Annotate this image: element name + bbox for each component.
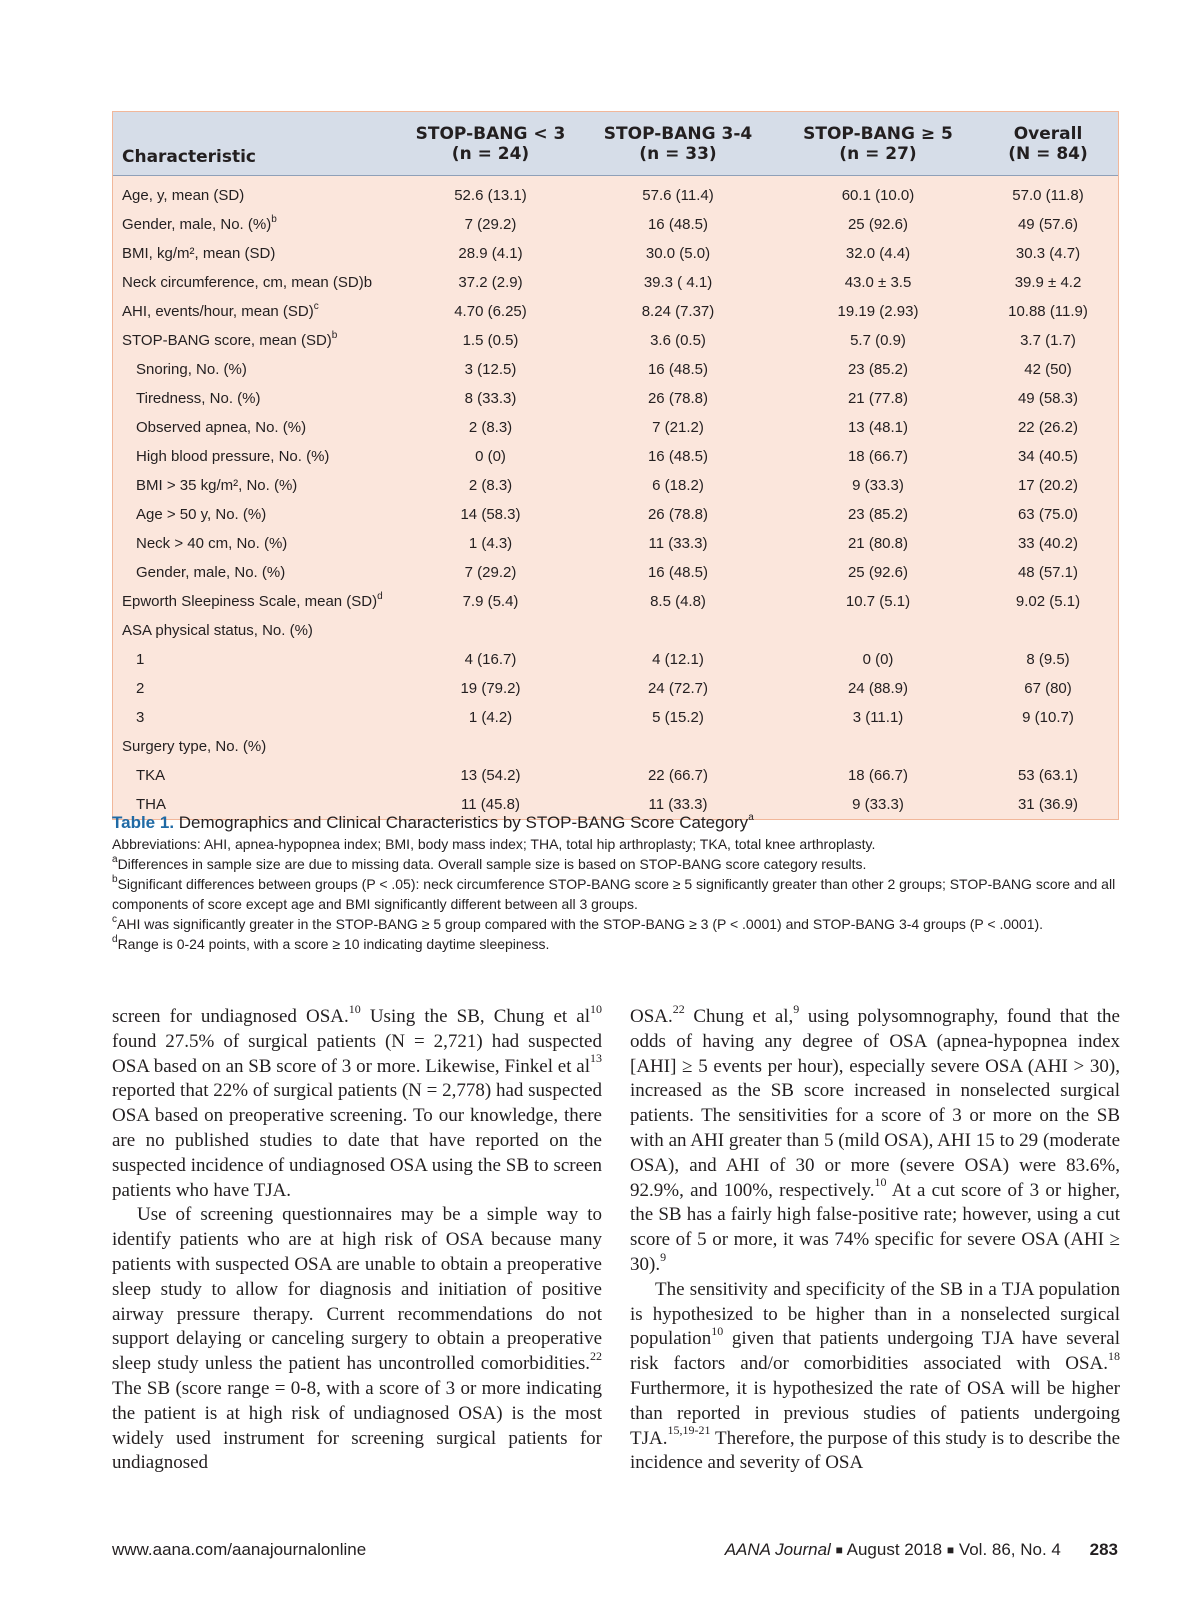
footer-bullet-2: ■: [946, 1543, 955, 1557]
table-cell: 7 (29.2): [464, 216, 517, 233]
table-cell: 24 (72.7): [647, 680, 709, 697]
footnote-mark: a: [112, 854, 118, 866]
table-cell: 34 (40.5): [1017, 448, 1079, 465]
table-cell: 23 (85.2): [847, 361, 909, 378]
row-label-text: Gender, male, No. (%): [136, 564, 286, 581]
table-cell: 3.7 (1.7): [1020, 332, 1076, 349]
row-label: [113, 471, 403, 500]
row-label: [113, 587, 403, 616]
table-cell: 4 (16.7): [464, 651, 517, 668]
caption-title: [112, 812, 1122, 834]
row-label: [113, 558, 403, 587]
body-paragraph: [630, 1001, 1120, 1278]
table-cell: 3.6 (0.5): [650, 332, 706, 349]
row-label: [113, 674, 403, 703]
table-cell: 32.0 (4.4): [845, 245, 911, 262]
body-text: OSA.: [630, 1006, 673, 1027]
column-header-line1: STOP-BANG 3-4: [603, 123, 753, 144]
body-text: The sensitivity and specificity of the SB in a TJA population is hypothesized to be higher than in a nonselected surgical population: [630, 1278, 1120, 1350]
row-label-text: Tiredness, No. (%): [136, 390, 261, 407]
table-cell: 9 (33.3): [852, 477, 904, 494]
footer-bullet-1: ■: [835, 1543, 843, 1557]
footnote-text: Range is 0-24 points, with a score ≥ 10 indicating daytime sleepiness.: [117, 936, 550, 952]
table-cell: 26 (78.8): [647, 390, 709, 407]
table-cell: 21 (77.8): [847, 390, 909, 407]
row-label-text: THA: [136, 796, 166, 813]
table-caption: [112, 812, 1122, 954]
row-label-text: Neck > 40 cm, No. (%): [136, 535, 288, 552]
footnote-mark: b: [271, 214, 277, 225]
citation-ref: 9: [660, 1249, 667, 1264]
table-cell: 67 (80): [1024, 680, 1072, 697]
footer-date: August 2018: [846, 1540, 943, 1559]
footer-journal-info: [725, 1540, 1118, 1560]
table-cell: 22 (26.2): [1017, 419, 1079, 436]
caption-title-text: Demographics and Clinical Characteristics by STOP-BANG Score Category: [178, 813, 749, 832]
table-cell: 16 (48.5): [647, 361, 709, 378]
row-label: [113, 355, 403, 384]
row-label-text: Gender, male, No. (%): [122, 216, 272, 233]
row-label-text: Epworth Sleepiness Scale, mean (SD): [122, 593, 378, 610]
table-cell: [403, 616, 578, 645]
table-cell: 10.7 (5.1): [845, 593, 911, 610]
row-label: [113, 176, 403, 211]
footer-journal-name: AANA Journal: [724, 1540, 831, 1559]
table-row: [113, 732, 1118, 761]
table-cell: 4 (12.1): [652, 651, 704, 668]
body-paragraph: [112, 1203, 602, 1476]
table-cell: 0 (0): [475, 448, 506, 465]
table-cell: 23 (85.2): [847, 506, 909, 523]
table-row: [113, 674, 1118, 703]
table-cell: [578, 616, 778, 645]
footnote-mark: d: [112, 934, 118, 946]
body-paragraph: [630, 1278, 1120, 1476]
table-cell: 4.70 (6.25): [454, 303, 527, 320]
column-header: [978, 112, 1118, 176]
table-cell: 39.9 ± 4.2: [1014, 274, 1082, 291]
table-cell: 37.2 (2.9): [458, 274, 523, 291]
table-cell: 8 (33.3): [464, 390, 517, 407]
row-label: [113, 529, 403, 558]
row-label: [113, 413, 403, 442]
body-text: Therefore, the purpose of this study is to describe the incidence and severity of OSA: [630, 1427, 1120, 1474]
body-text: screen for undiagnosed OSA.: [112, 1006, 349, 1027]
row-label-text: 3: [136, 709, 145, 726]
table-cell: 11 (45.8): [461, 796, 520, 813]
table-cell: 5 (15.2): [652, 709, 704, 726]
table-cell: 53 (63.1): [1017, 767, 1079, 784]
table-cell: 17 (20.2): [1017, 477, 1079, 494]
table-cell: 11 (33.3): [648, 796, 708, 813]
footer-volume: Vol. 86, No. 4: [958, 1540, 1061, 1559]
table-row: [113, 442, 1118, 471]
footnote: [112, 934, 1122, 954]
column-header-line1: STOP-BANG < 3: [415, 123, 566, 144]
citation-ref: 10: [711, 1324, 724, 1339]
table-cell: 26 (78.8): [647, 506, 709, 523]
table-cell: 39.3 ( 4.1): [643, 274, 713, 291]
table-cell: [978, 616, 1118, 645]
row-label: [113, 500, 403, 529]
table-cell: 18 (66.7): [847, 767, 909, 784]
table-row: [113, 645, 1118, 674]
citation-ref: 10: [348, 1001, 361, 1016]
table-cell: 1 (4.3): [468, 535, 513, 552]
table-cell: 21 (80.8): [847, 535, 909, 552]
table-cell: 57.6 (11.4): [642, 187, 714, 204]
body-text: At a cut score of 3 or higher, the SB has a fairly high false-positive rate; however, using a cut score of 5 or more, it was 74% specific for severe OSA (AHI ≥ 30).: [630, 1179, 1120, 1275]
table-cell: 9.02 (5.1): [1015, 593, 1081, 610]
caption-notes: [112, 854, 1122, 954]
table-cell: 33 (40.2): [1017, 535, 1079, 552]
table-cell: [778, 616, 978, 645]
row-label-text: Age, y, mean (SD): [122, 187, 245, 204]
table-cell: 7.9 (5.4): [462, 593, 519, 610]
table-row: [113, 761, 1118, 790]
table-cell: [778, 732, 978, 761]
row-label-text: ASA physical status, No. (%): [122, 622, 313, 639]
table-row: [113, 471, 1118, 500]
table-cell: 0 (0): [862, 651, 894, 668]
row-label-text: 2: [136, 680, 145, 697]
table-cell: 24 (88.9): [847, 680, 909, 697]
table-row: [113, 326, 1118, 355]
column-header: [778, 112, 978, 176]
table-cell: 49 (57.6): [1017, 216, 1079, 233]
citation-ref: 9: [793, 1001, 800, 1016]
table-row: [113, 355, 1118, 384]
body-column-left: [112, 1001, 602, 1476]
table-cell: 30.3 (4.7): [1015, 245, 1081, 262]
table-cell: 19 (79.2): [460, 680, 521, 697]
citation-ref: 13: [590, 1051, 602, 1066]
table-cell: 13 (54.2): [460, 767, 521, 784]
column-header-line2: (n = 27): [839, 143, 917, 164]
table-cell: 48 (57.1): [1017, 564, 1079, 581]
table-row: [113, 239, 1118, 268]
table-cell: 16 (48.5): [647, 448, 709, 465]
table-cell: 8 (9.5): [1026, 651, 1070, 668]
row-label-text: Snoring, No. (%): [136, 361, 247, 378]
row-label: [113, 297, 403, 326]
table-row: [113, 268, 1118, 297]
citation-ref: 10: [589, 1001, 602, 1016]
footnote-text: Differences in sample size are due to missing data. Overall sample size is based on STOP-BANG score category results.: [117, 856, 867, 872]
table-cell: 13 (48.1): [847, 419, 909, 436]
table-header-row: [113, 112, 1118, 176]
table-cell: 9 (33.3): [852, 796, 904, 813]
table-cell: 9 (10.7): [1022, 709, 1074, 726]
table-cell: 2 (8.3): [468, 477, 513, 494]
body-text: Using the SB, Chung et al: [360, 1006, 590, 1027]
table-row: [113, 413, 1118, 442]
table-row: [113, 529, 1118, 558]
row-label: [113, 239, 403, 268]
table-cell: 3 (11.1): [852, 709, 904, 726]
table-row: [113, 616, 1118, 645]
table-cell: 14 (58.3): [460, 506, 521, 523]
citation-ref: 18: [1108, 1348, 1120, 1363]
row-label: [113, 384, 403, 413]
table-cell: 7 (29.2): [464, 564, 517, 581]
table-cell: 7 (21.2): [652, 419, 704, 436]
row-label-text: STOP-BANG score, mean (SD): [122, 332, 332, 349]
table-cell: 8.5 (4.8): [650, 593, 706, 610]
table-cell: 31 (36.9): [1017, 796, 1079, 813]
row-label-text: High blood pressure, No. (%): [136, 448, 330, 465]
table-row: [113, 384, 1118, 413]
footnote: [112, 874, 1122, 914]
table-cell: 52.6 (13.1): [454, 187, 527, 204]
table-cell: 18 (66.7): [847, 448, 909, 465]
footnote: [112, 914, 1122, 934]
table-cell: 6 (18.2): [652, 477, 704, 494]
table-cell: 57.0 (11.8): [1012, 187, 1084, 204]
table-cell: 2 (8.3): [468, 419, 513, 436]
table-cell: 1.5 (0.5): [462, 332, 519, 349]
caption-label: Table 1.: [112, 813, 175, 832]
body-text: reported that 22% of surgical patients (N = 2,778) had suspected OSA based on preoperative screening. To our knowledge, there are no published studies to date that have reported on the suspected incidence of undiagnosed OSA using the SB to screen patients who have TJA.: [112, 1080, 602, 1201]
table-row: [113, 297, 1118, 326]
row-label: [113, 268, 403, 297]
footnote-mark: d: [377, 591, 383, 602]
citation-ref: 10: [874, 1175, 887, 1190]
table-row: [113, 587, 1118, 616]
table-cell: [978, 732, 1118, 761]
row-label-text: AHI, events/hour, mean (SD): [122, 303, 314, 320]
caption-title-sup: a: [748, 812, 754, 824]
row-label-text: BMI > 35 kg/m², No. (%): [136, 477, 298, 494]
body-text: Furthermore, it is hypothesized the rate of OSA will be higher than reported in previous studies of patients undergoing TJA.: [630, 1377, 1120, 1449]
table-cell: 42 (50): [1024, 361, 1072, 378]
table-cell: [403, 732, 578, 761]
table-cell: 3 (12.5): [464, 361, 517, 378]
row-label-text: Observed apnea, No. (%): [136, 419, 307, 436]
footer-url[interactable]: www.aana.com/aanajournalonline: [112, 1540, 367, 1559]
table-cell: 63 (75.0): [1017, 506, 1079, 523]
table-cell: 28.9 (4.1): [458, 245, 523, 262]
footnote: [112, 854, 1122, 874]
column-header-line2: (n = 33): [639, 143, 717, 164]
row-label: [113, 326, 403, 355]
row-label-text: Surgery type, No. (%): [122, 738, 267, 755]
footnote-mark: c: [313, 301, 319, 312]
row-label: [113, 616, 403, 645]
footnote-mark: b: [331, 330, 338, 341]
demographics-table: [112, 111, 1119, 820]
caption-abbreviations: Abbreviations: AHI, apnea-hypopnea index; BMI, body mass index; THA, total hip arthroplasty; TKA, total knee arthroplasty.: [112, 836, 876, 852]
table-cell: [578, 732, 778, 761]
row-label-text: BMI, kg/m², mean (SD): [122, 245, 276, 262]
column-header-line1: STOP-BANG ≥ 5: [803, 123, 953, 144]
row-label-text: 1: [136, 651, 145, 668]
body-text: given that patients undergoing TJA have several risk factors and/or comorbidities associated with OSA.: [630, 1328, 1120, 1375]
table-cell: 60.1 (10.0): [841, 187, 915, 204]
row-label: [113, 761, 403, 790]
column-header: Characteristic: [113, 112, 403, 176]
table-cell: 16 (48.5): [647, 564, 709, 581]
table-row: [113, 500, 1118, 529]
column-header-line2: (n = 24): [451, 143, 530, 164]
row-label-text: Age > 50 y, No. (%): [136, 506, 267, 523]
column-header-line2: (N = 84): [1008, 143, 1088, 164]
table-row: [113, 703, 1118, 732]
footnote-text: Significant differences between groups (P < .05): neck circumference STOP-BANG score ≥ 5 significantly greater than other 2 groups; STOP-BANG score and all components of score except age and BMI significantly different between all 3 groups.: [112, 876, 1116, 912]
table-cell: 49 (58.3): [1017, 390, 1079, 407]
row-label: [113, 703, 403, 732]
table-body: [113, 176, 1118, 820]
column-header: [578, 112, 778, 176]
table-row: [113, 558, 1118, 587]
table-cell: 1 (4.2): [468, 709, 513, 726]
body-text: Use of screening questionnaires may be a simple way to identify patients who are at high risk of OSA because many patients with suspected OSA are unable to obtain a preoperative sleep study to allow for diagnosis and initiation of positive airway pressure therapy. Current recommendations do not support delaying or canceling surgery to obtain a preoperative sleep study unless the patient has uncontrolled comorbidities.: [112, 1204, 602, 1375]
footnote-mark: b: [112, 874, 118, 886]
table-cell: 16 (48.5): [647, 216, 709, 233]
table-cell: 25 (92.6): [847, 216, 909, 233]
column-header: [403, 112, 578, 176]
footnote-mark: c: [112, 914, 117, 926]
body-text: Chung et al,: [684, 1006, 794, 1027]
row-label: [113, 732, 403, 761]
column-header-line1: Overall: [1013, 123, 1083, 144]
table-cell: 30.0 (5.0): [645, 245, 711, 262]
row-label-text: Neck circumference, cm, mean (SD)b: [122, 274, 373, 291]
row-label: [113, 442, 403, 471]
table-cell: 5.7 (0.9): [850, 332, 906, 349]
row-label: [113, 645, 403, 674]
body-paragraph: [112, 1001, 602, 1203]
table-row: [113, 176, 1118, 211]
citation-ref: 15,19-21: [667, 1423, 711, 1438]
table-cell: 10.88 (11.9): [1008, 303, 1088, 320]
table-cell: 8.24 (7.37): [641, 303, 715, 320]
table-cell: 22 (66.7): [647, 767, 709, 784]
table-cell: 19.19 (2.93): [837, 303, 919, 320]
page-number: 283: [1089, 1540, 1118, 1559]
table-cell: 25 (92.6): [847, 564, 909, 581]
body-text: found 27.5% of surgical patients (N = 2,721) had suspected OSA based on an SB score of 3 or more. Likewise, Finkel et al: [112, 1030, 602, 1077]
body-text: using polysomnography, found that the odds of having any degree of OSA (apnea-hypopnea index [AHI] ≥ 5 events per hour), especially severe OSA (AHI > 30), increased as the SB score increased in nonselected surgical patients. The sensitivities for a score of 3 or more on the SB with an AHI greater than 5 (mild OSA), AHI 15 to 29 (moderate OSA), and AHI of 30 or more (severe OSA) were 83.6%, 92.9%, and 100%, respectively.: [630, 1006, 1120, 1201]
footnote-text: AHI was significantly greater in the STOP-BANG ≥ 5 group compared with the STOP-BANG ≥ 3 (P < .0001) and STOP-BANG 3-4 groups (P < .0001).: [117, 916, 1044, 932]
body-text: The SB (score range = 0-8, with a score of 3 or more indicating the patient is at high risk of undiagnosed OSA) is the most widely used instrument for screening surgical patients for undiagnosed: [112, 1377, 602, 1474]
row-label-text: TKA: [136, 767, 166, 784]
table-cell: 11 (33.3): [648, 535, 708, 552]
citation-ref: 22: [672, 1001, 685, 1016]
table-cell: 43.0 ± 3.5: [844, 274, 912, 291]
citation-ref: 22: [590, 1348, 602, 1363]
row-label: [113, 210, 403, 239]
body-column-right: [630, 1001, 1120, 1476]
table-row: [113, 210, 1118, 239]
